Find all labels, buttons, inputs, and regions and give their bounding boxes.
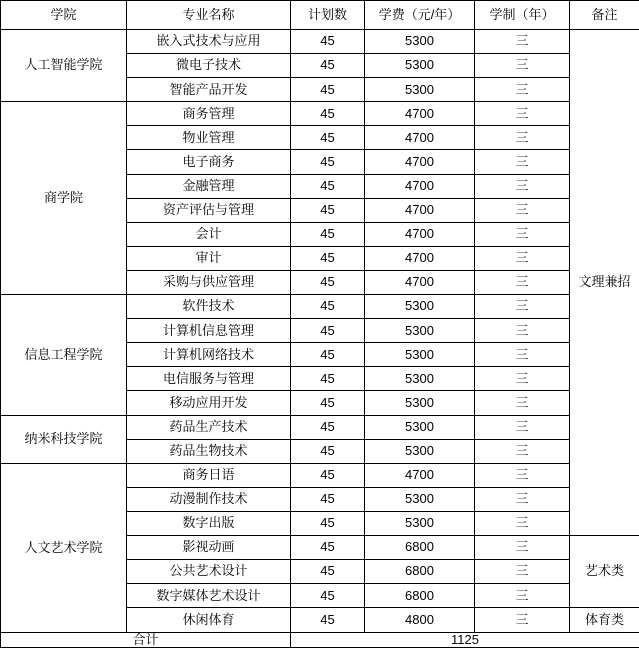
cell-major: 电信服务与管理	[127, 367, 291, 391]
cell-tuition: 5300	[365, 391, 475, 415]
cell-duration: 三	[475, 560, 570, 584]
cell-plan-count: 45	[291, 343, 365, 367]
cell-major: 商务日语	[127, 463, 291, 487]
column-header-tuition: 学费（元/年）	[365, 1, 475, 30]
cell-major: 影视动画	[127, 535, 291, 559]
cell-major: 智能产品开发	[127, 78, 291, 102]
cell-tuition: 4800	[365, 608, 475, 632]
table-footer	[1, 632, 639, 647]
cell-major: 资产评估与管理	[127, 198, 291, 222]
cell-plan-count: 45	[291, 78, 365, 102]
cell-college: 信息工程学院	[1, 295, 127, 415]
cell-plan-count: 45	[291, 608, 365, 632]
cell-duration: 三	[475, 222, 570, 246]
cell-major: 微电子技术	[127, 54, 291, 78]
cell-duration: 三	[475, 198, 570, 222]
cell-tuition: 4700	[365, 198, 475, 222]
cell-major: 药品生产技术	[127, 415, 291, 439]
column-header-major: 专业名称	[127, 1, 291, 30]
cell-duration: 三	[475, 295, 570, 319]
cell-major: 数字媒体艺术设计	[127, 584, 291, 608]
table-row	[1, 30, 639, 54]
cell-tuition: 4700	[365, 102, 475, 126]
column-header-college: 学院	[1, 1, 127, 30]
cell-duration: 三	[475, 391, 570, 415]
cell-tuition: 5300	[365, 54, 475, 78]
cell-duration: 三	[475, 270, 570, 294]
cell-plan-count: 45	[291, 295, 365, 319]
cell-duration: 三	[475, 439, 570, 463]
cell-tuition: 5300	[365, 78, 475, 102]
cell-plan-count: 45	[291, 535, 365, 559]
cell-plan-count: 45	[291, 463, 365, 487]
cell-major: 物业管理	[127, 126, 291, 150]
cell-duration: 三	[475, 30, 570, 54]
cell-plan-count: 45	[291, 126, 365, 150]
cell-remark: 体育类	[570, 608, 639, 632]
column-header-remark: 备注	[570, 1, 639, 30]
cell-duration: 三	[475, 608, 570, 632]
cell-duration: 三	[475, 487, 570, 511]
table-row	[1, 415, 639, 439]
cell-plan-count: 45	[291, 367, 365, 391]
cell-duration: 三	[475, 78, 570, 102]
cell-duration: 三	[475, 174, 570, 198]
cell-tuition: 5300	[365, 415, 475, 439]
table-row	[1, 463, 639, 487]
cell-plan-count: 45	[291, 439, 365, 463]
cell-plan-count: 45	[291, 102, 365, 126]
cell-tuition: 5300	[365, 439, 475, 463]
cell-college: 人工智能学院	[1, 30, 127, 102]
cell-plan-count: 45	[291, 198, 365, 222]
cell-major: 公共艺术设计	[127, 560, 291, 584]
total-label: 合计	[1, 632, 291, 647]
cell-tuition: 4700	[365, 270, 475, 294]
cell-tuition: 4700	[365, 246, 475, 270]
cell-duration: 三	[475, 535, 570, 559]
cell-plan-count: 45	[291, 174, 365, 198]
cell-plan-count: 45	[291, 150, 365, 174]
cell-duration: 三	[475, 246, 570, 270]
cell-plan-count: 45	[291, 30, 365, 54]
cell-duration: 三	[475, 463, 570, 487]
cell-tuition: 5300	[365, 319, 475, 343]
cell-tuition: 5300	[365, 30, 475, 54]
cell-tuition: 5300	[365, 511, 475, 535]
cell-tuition: 5300	[365, 487, 475, 511]
cell-major: 移动应用开发	[127, 391, 291, 415]
cell-major: 休闲体育	[127, 608, 291, 632]
cell-plan-count: 45	[291, 560, 365, 584]
cell-college: 纳米科技学院	[1, 415, 127, 463]
cell-tuition: 4700	[365, 126, 475, 150]
cell-duration: 三	[475, 367, 570, 391]
cell-tuition: 6800	[365, 560, 475, 584]
cell-plan-count: 45	[291, 415, 365, 439]
table-row	[1, 295, 639, 319]
cell-major: 计算机信息管理	[127, 319, 291, 343]
table-row	[1, 102, 639, 126]
cell-duration: 三	[475, 343, 570, 367]
header-row	[1, 1, 639, 30]
cell-tuition: 6800	[365, 535, 475, 559]
cell-duration: 三	[475, 150, 570, 174]
cell-tuition: 4700	[365, 174, 475, 198]
cell-tuition: 4700	[365, 150, 475, 174]
cell-major: 会计	[127, 222, 291, 246]
cell-college: 商学院	[1, 102, 127, 295]
cell-duration: 三	[475, 511, 570, 535]
cell-plan-count: 45	[291, 319, 365, 343]
cell-college: 人文艺术学院	[1, 463, 127, 632]
cell-duration: 三	[475, 102, 570, 126]
cell-tuition: 6800	[365, 584, 475, 608]
cell-major: 金融管理	[127, 174, 291, 198]
cell-duration: 三	[475, 415, 570, 439]
cell-tuition: 4700	[365, 222, 475, 246]
total-row	[1, 632, 639, 647]
cell-tuition: 5300	[365, 295, 475, 319]
cell-plan-count: 45	[291, 391, 365, 415]
cell-duration: 三	[475, 126, 570, 150]
cell-remark: 艺术类	[570, 535, 639, 607]
cell-plan-count: 45	[291, 246, 365, 270]
cell-major: 动漫制作技术	[127, 487, 291, 511]
cell-major: 电子商务	[127, 150, 291, 174]
cell-major: 采购与供应管理	[127, 270, 291, 294]
cell-plan-count: 45	[291, 270, 365, 294]
cell-major: 审计	[127, 246, 291, 270]
cell-plan-count: 45	[291, 584, 365, 608]
cell-major: 数字出版	[127, 511, 291, 535]
cell-duration: 三	[475, 54, 570, 78]
cell-tuition: 5300	[365, 343, 475, 367]
cell-tuition: 4700	[365, 463, 475, 487]
total-value: 1125	[291, 632, 639, 647]
cell-major: 软件技术	[127, 295, 291, 319]
cell-tuition: 5300	[365, 367, 475, 391]
cell-plan-count: 45	[291, 54, 365, 78]
cell-major: 嵌入式技术与应用	[127, 30, 291, 54]
column-header-plan-count: 计划数	[291, 1, 365, 30]
cell-remark: 文理兼招	[570, 30, 639, 536]
table-body	[1, 30, 639, 633]
cell-major: 药品生物技术	[127, 439, 291, 463]
cell-major: 计算机网络技术	[127, 343, 291, 367]
cell-plan-count: 45	[291, 511, 365, 535]
cell-duration: 三	[475, 319, 570, 343]
column-header-duration: 学制（年）	[475, 1, 570, 30]
cell-duration: 三	[475, 584, 570, 608]
cell-plan-count: 45	[291, 487, 365, 511]
cell-major: 商务管理	[127, 102, 291, 126]
table-header	[1, 1, 639, 30]
cell-plan-count: 45	[291, 222, 365, 246]
